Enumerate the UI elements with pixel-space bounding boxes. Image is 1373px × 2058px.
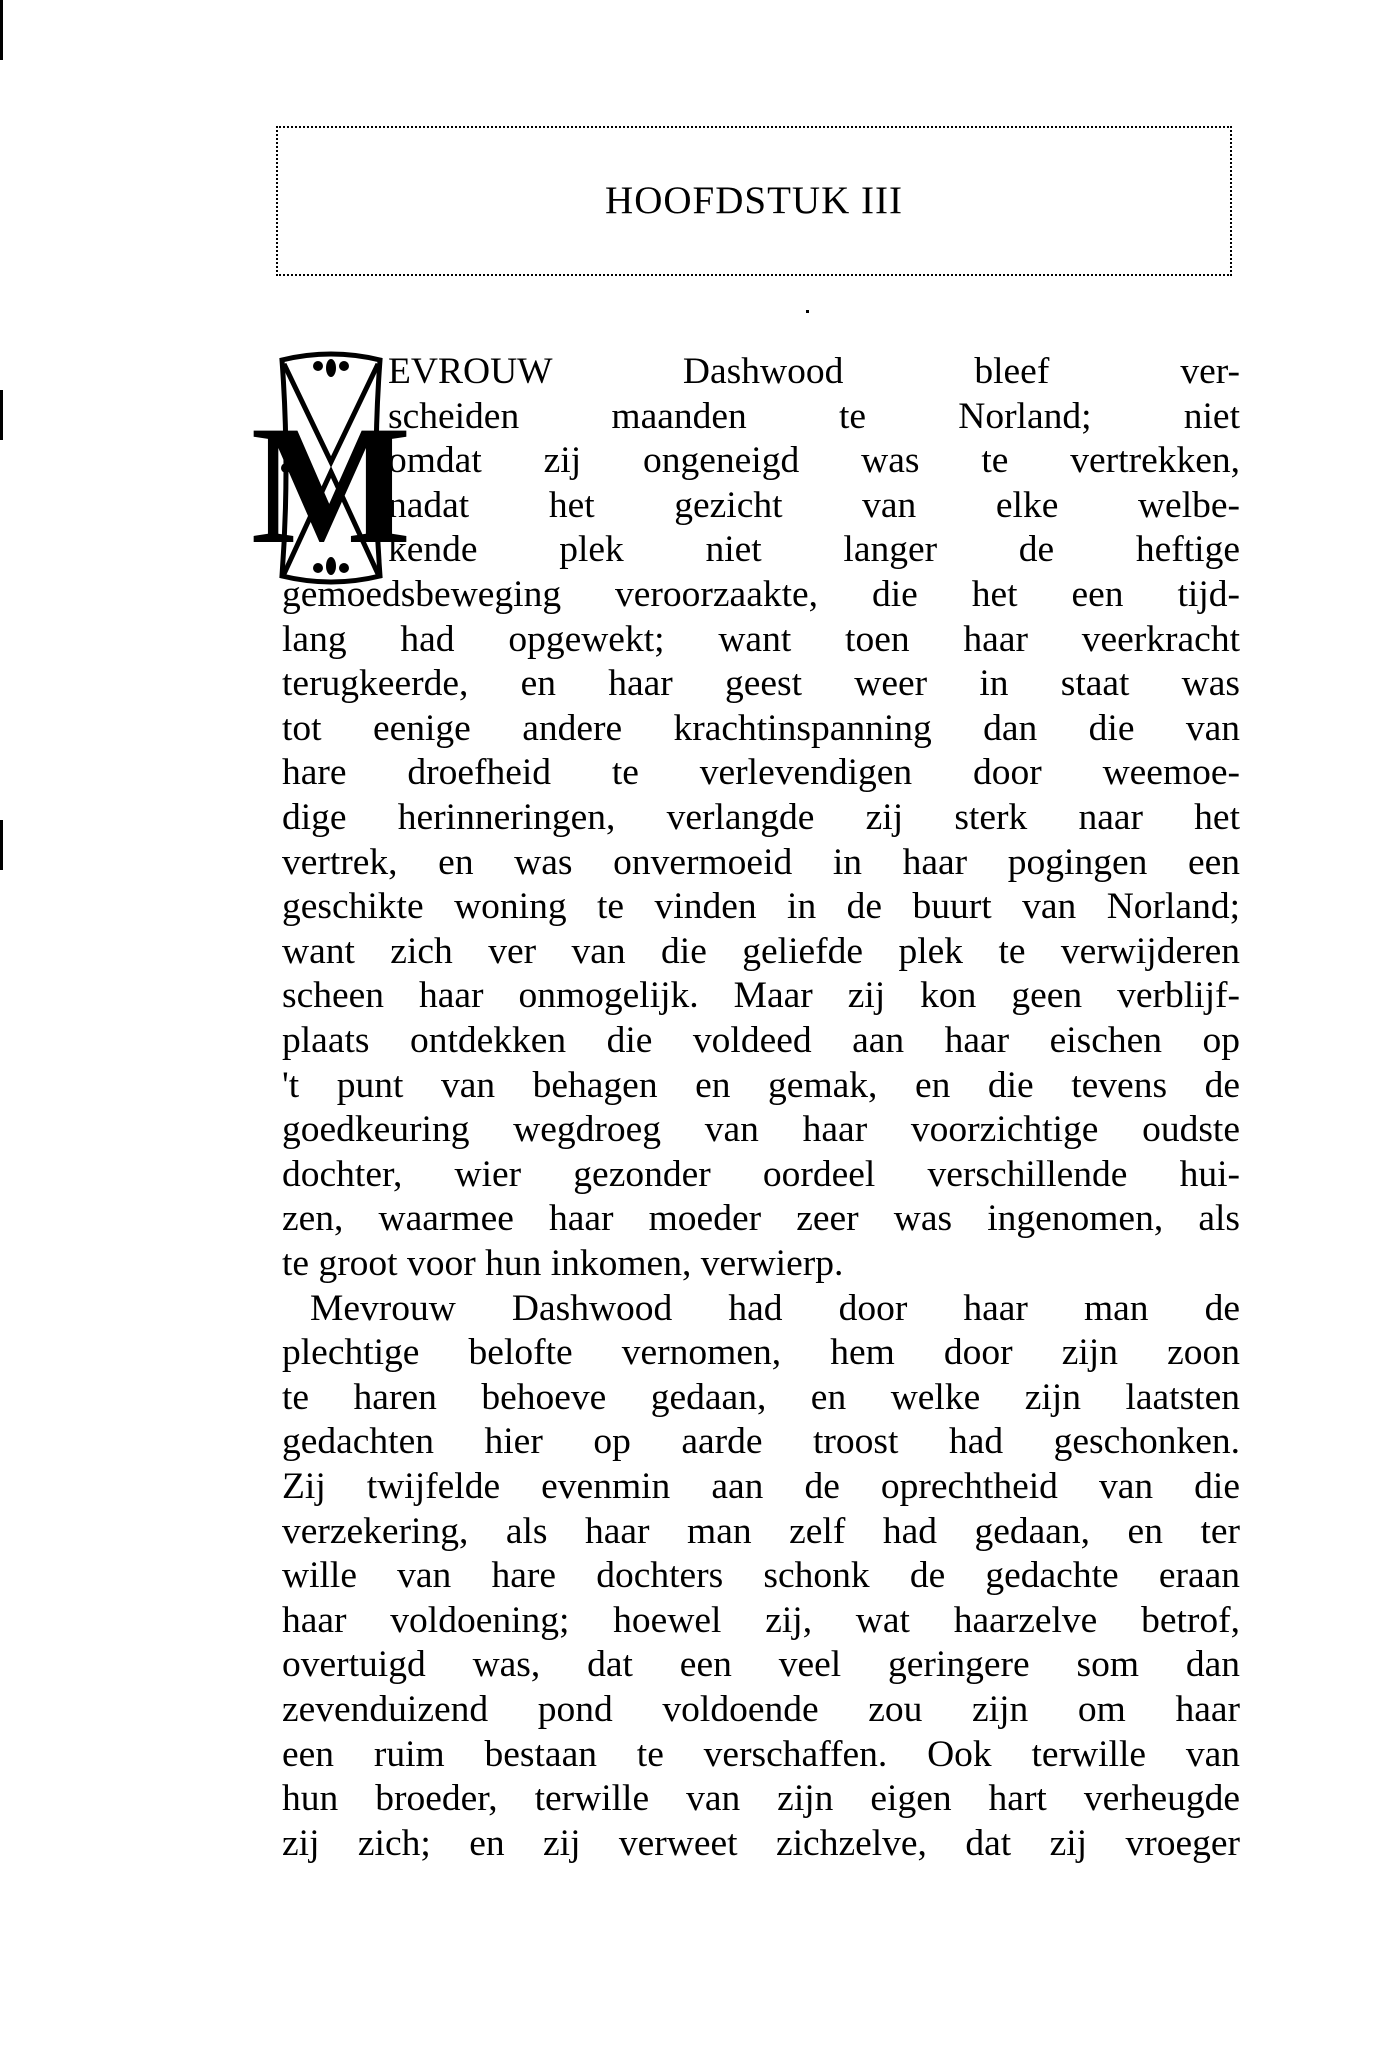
- text-line: wille van hare dochters schonk de gedachte eraan: [282, 1555, 1240, 1597]
- page-edge-mark: [0, 390, 3, 440]
- text-line: verzekering, als haar man zelf had gedaan, en ter: [282, 1510, 1240, 1552]
- text-line: te groot voor hun inkomen, verwierp.: [282, 1243, 844, 1284]
- text-line: nadat het gezicht van elke welbe-: [388, 484, 1240, 526]
- text-line: overtuigd was, dat een veel geringere som dan: [282, 1644, 1240, 1686]
- text-line: een ruim bestaan te verschaffen. Ook terwille van: [282, 1733, 1240, 1775]
- text-line: dige herinneringen, verlangde zij sterk naar het: [282, 797, 1240, 838]
- text-line: Zij twijfelde evenmin aan de oprechtheid van die: [282, 1466, 1240, 1507]
- text-line: want zich ver van die geliefde plek te verwijderen: [282, 930, 1240, 972]
- text-line: scheiden maanden te Norland; niet: [388, 395, 1240, 437]
- text-line: zij zich; en zij verweet zichzelve, dat zij vroeger: [282, 1822, 1240, 1864]
- text-line: 't punt van behagen en gemak, en die tevens de: [282, 1064, 1240, 1106]
- text-line: terugkeerde, en haar geest weer in staat was: [282, 663, 1240, 705]
- text-line: zen, waarmee haar moeder zeer was ingenomen, als: [282, 1198, 1240, 1240]
- page-edge-mark: [0, 0, 3, 60]
- text-line: geschikte woning te vinden in de buurt van Norland;: [282, 886, 1240, 928]
- text-line: tot eenige andere krachtinspanning dan die van: [282, 707, 1240, 749]
- text-line: vertrek, en was onvermoeid in haar pogingen een: [282, 841, 1240, 883]
- page-edge-mark: [0, 820, 3, 870]
- text-line: gemoedsbeweging veroorzaakte, die het een tijd-: [282, 574, 1240, 615]
- text-line: scheen haar onmogelijk. Maar zij kon geen verblijf-: [282, 975, 1240, 1017]
- text-line: goedkeuring wegdroeg van haar voorzichtige oudste: [282, 1109, 1240, 1151]
- text-line: hun broeder, terwille van zijn eigen hart verheugde: [282, 1778, 1240, 1820]
- chapter-header-box: [276, 126, 1232, 276]
- text-line: zevenduizend pond voldoende zou zijn om haar: [282, 1689, 1240, 1730]
- chapter-title: HOOFDSTUK III: [605, 179, 903, 222]
- ornament-dot: [806, 310, 809, 313]
- text-line: kende plek niet langer de heftige: [388, 529, 1240, 571]
- text-line: te haren behoeve gedaan, en welke zijn laatsten: [282, 1376, 1240, 1418]
- text-line: gedachten hier op aarde troost had geschonken.: [282, 1421, 1240, 1463]
- text-line: hare droefheid te verlevendigen door weemoe-: [282, 752, 1240, 794]
- drop-cap-m-ornament: [250, 352, 412, 584]
- text-line: plechtige belofte vernomen, hem door zijn zoon: [282, 1332, 1240, 1374]
- text-line: Mevrouw Dashwood had door haar man de: [310, 1287, 1240, 1329]
- text-line: haar voldoening; hoewel zij, wat haarzelve betrof,: [282, 1599, 1240, 1641]
- text-line: lang had opgewekt; want toen haar veerkracht: [282, 618, 1240, 660]
- drop-cap-letter: M: [250, 391, 412, 579]
- text-line: dochter, wier gezonder oordeel verschillende hui-: [282, 1153, 1240, 1195]
- text-line: plaats ontdekken die voldeed aan haar eischen op: [282, 1020, 1240, 1061]
- text-line: omdat zij ongeneigd was te vertrekken,: [388, 440, 1240, 482]
- text-line: EVROUW Dashwood bleef ver-: [388, 351, 1240, 392]
